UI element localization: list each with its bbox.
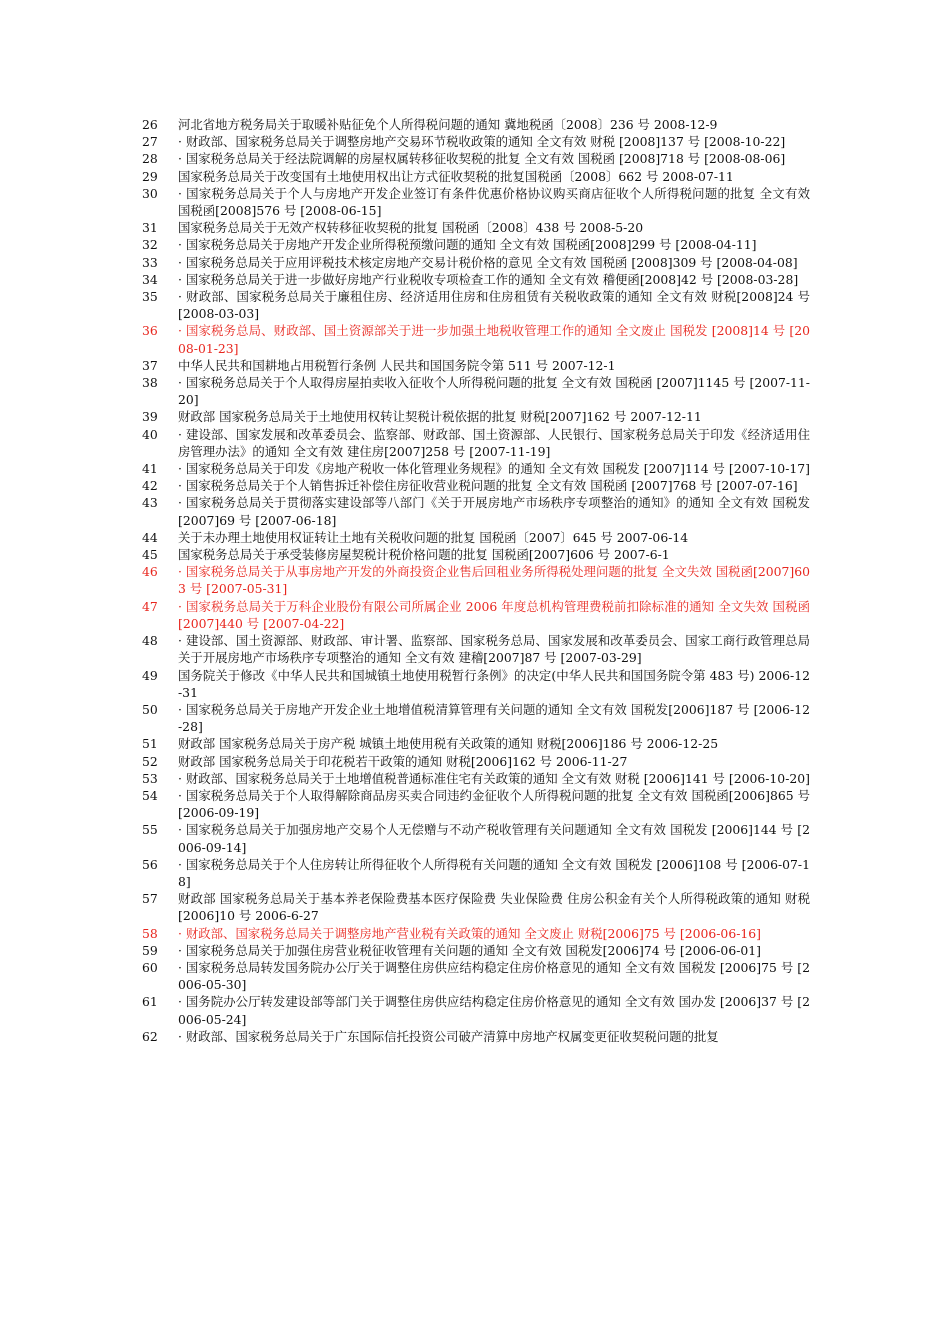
list-item xyxy=(142,374,810,408)
list-item xyxy=(142,856,810,890)
item-number: 39 xyxy=(142,409,158,425)
list-item xyxy=(142,236,810,253)
list-item xyxy=(142,426,810,460)
item-number: 53 xyxy=(142,770,158,786)
item-number: 52 xyxy=(142,753,158,769)
item-number: 43 xyxy=(142,495,158,511)
item-number: 40 xyxy=(142,426,158,442)
item-number: 49 xyxy=(142,667,158,683)
item-text: 国家税务总局关于承受装修房屋契税计税价格问题的批复 国税函[2007]606 号 2007-6-1 xyxy=(178,547,670,563)
item-number: 27 xyxy=(142,134,158,150)
item-text: 国务院关于修改《中华人民共和国城镇土地使用税暂行条例》的决定(中华人民共和国国务院令第 483 号) 2006-12-31 xyxy=(178,667,810,700)
item-number: 61 xyxy=(142,994,158,1010)
item-text: · 国家税务总局关于万科企业股份有限公司所属企业 2006 年度总机构管理费税前扣除标准的通知 全文失效 国税函[2007]440 号 [2007-04-22] xyxy=(178,598,810,631)
list-item xyxy=(142,357,810,374)
list-item xyxy=(142,753,810,770)
list-item xyxy=(142,546,810,563)
item-number: 62 xyxy=(142,1028,158,1044)
item-number: 29 xyxy=(142,168,158,184)
list-item xyxy=(142,494,810,528)
item-text: · 国家税务总局关于个人销售拆迁补偿住房征收营业税问题的批复 全文有效 国税函 [2007]768 号 [2007-07-16] xyxy=(178,478,798,494)
list-item xyxy=(142,942,810,959)
item-text: · 国家税务总局关于房地产开发企业所得税预缴问题的通知 全文有效 国税函[2008]299 号 [2008-04-11] xyxy=(178,237,757,253)
item-number: 56 xyxy=(142,856,158,872)
list-item xyxy=(142,598,810,632)
item-number: 35 xyxy=(142,289,158,305)
item-number: 55 xyxy=(142,822,158,838)
item-number: 44 xyxy=(142,529,158,545)
item-text: · 财政部、国家税务总局关于调整房地产交易环节税收政策的通知 全文有效 财税 [2008]137 号 [2008-10-22] xyxy=(178,134,786,150)
list-item xyxy=(142,168,810,185)
item-text: · 国家税务总局关于房地产开发企业土地增值税清算管理有关问题的通知 全文有效 国税发[2006]187 号 [2006-12-28] xyxy=(178,701,810,735)
item-text: · 国家税务总局关于加强住房营业税征收管理有关问题的通知 全文有效 国税发[2006]74 号 [2006-06-01] xyxy=(178,942,761,958)
item-text: 国家税务总局关于改变国有土地使用权出让方式征收契税的批复国税函〔2008〕662 号 2008-07-11 xyxy=(178,168,734,184)
list-item xyxy=(142,408,810,425)
item-number: 28 xyxy=(142,151,158,167)
item-number: 36 xyxy=(142,323,158,339)
list-item xyxy=(142,735,810,752)
item-text: · 国家税务总局转发国务院办公厅关于调整住房供应结构稳定住房价格意见的通知 全文有效 国税发 [2006]75 号 [2006-05-30] xyxy=(178,959,810,993)
list-item xyxy=(142,959,810,993)
item-text: · 财政部、国家税务总局关于广东国际信托投资公司破产清算中房地产权属变更征收契税问题的批复 xyxy=(178,1028,719,1044)
item-text: 财政部 国家税务总局关于房产税 城镇土地使用税有关政策的通知 财税[2006]186 号 2006-12-25 xyxy=(178,736,719,752)
item-number: 31 xyxy=(142,220,158,236)
item-number: 30 xyxy=(142,185,158,201)
document-page xyxy=(142,116,810,1045)
list-item xyxy=(142,116,810,133)
item-text: · 国家税务总局关于加强房地产交易个人无偿赠与不动产税收管理有关问题通知 全文有效 国税发 [2006]144 号 [2006-09-14] xyxy=(178,822,810,855)
item-number: 48 xyxy=(142,633,158,649)
item-number: 37 xyxy=(142,357,158,373)
list-item xyxy=(142,1028,810,1045)
list-item xyxy=(142,133,810,150)
item-text: · 国家税务总局关于贯彻落实建设部等八部门《关于开展房地产市场秩序专项整治的通知》的通知 全文有效 国税发[2007]69 号 [2007-06-18] xyxy=(178,495,810,528)
list-item xyxy=(142,925,810,942)
item-text: 关于未办理土地使用权证转让土地有关税收问题的批复 国税函〔2007〕645 号 2007-06-14 xyxy=(178,529,689,545)
item-text: · 建设部、国土资源部、财政部、审计署、监察部、国家税务总局、国家发展和改革委员会、国家工商行政管理总局关于开展房地产市场秩序专项整治的通知 全文有效 建稽[2007]87 号 [2007-03-29] xyxy=(178,633,810,666)
item-number: 46 xyxy=(142,564,158,580)
list-item xyxy=(142,821,810,855)
item-text: · 财政部、国家税务总局关于廉租住房、经济适用住房和住房租赁有关税收政策的通知 全文有效 财税[2008]24 号 [2008-03-03] xyxy=(178,289,810,322)
list-item xyxy=(142,477,810,494)
list-item xyxy=(142,993,810,1027)
item-number: 58 xyxy=(142,925,158,941)
item-number: 34 xyxy=(142,271,158,287)
list-item xyxy=(142,254,810,271)
item-number: 51 xyxy=(142,736,158,752)
list-item xyxy=(142,667,810,701)
list-item xyxy=(142,701,810,735)
item-number: 38 xyxy=(142,375,158,391)
item-text: · 国家税务总局关于个人与房地产开发企业签订有条件优惠价格协议购买商店征收个人所得税问题的批复 全文有效 国税函[2008]576 号 [2008-06-15] xyxy=(178,185,810,219)
item-text: · 建设部、国家发展和改革委员会、监察部、财政部、国土资源部、人民银行、国家税务总局关于印发《经济适用住房管理办法》的通知 全文有效 建住房[2007]258 号 [2007-11-19] xyxy=(178,426,810,459)
list-item xyxy=(142,529,810,546)
list-item xyxy=(142,322,810,356)
item-text: 财政部 国家税务总局关于基本养老保险费基本医疗保险费 失业保险费 住房公积金有关个人所得税政策的通知 财税[2006]10 号 2006-6-27 xyxy=(178,891,810,924)
item-text: · 国务院办公厅转发建设部等部门关于调整住房供应结构稳定住房价格意见的通知 全文有效 国办发 [2006]37 号 [2006-05-24] xyxy=(178,994,810,1027)
list-item xyxy=(142,150,810,167)
item-number: 41 xyxy=(142,461,158,477)
item-text: · 财政部、国家税务总局关于土地增值税普通标准住宅有关政策的通知 全文有效 财税 [2006]141 号 [2006-10-20] xyxy=(178,770,810,786)
item-number: 33 xyxy=(142,254,158,270)
item-number: 47 xyxy=(142,598,158,614)
item-number: 50 xyxy=(142,701,158,717)
item-number: 60 xyxy=(142,959,158,975)
list-item xyxy=(142,632,810,666)
item-number: 59 xyxy=(142,942,158,958)
item-text: 国家税务总局关于无效产权转移征收契税的批复 国税函〔2008〕438 号 2008-5-20 xyxy=(178,220,644,236)
list-item xyxy=(142,890,810,924)
item-text: · 财政部、国家税务总局关于调整房地产营业税有关政策的通知 全文废止 财税[2006]75 号 [2006-06-16] xyxy=(178,925,761,941)
list-item xyxy=(142,288,810,322)
item-text: · 国家税务总局关于印发《房地产税收一体化管理业务规程》的通知 全文有效 国税发 [2007]114 号 [2007-10-17] xyxy=(178,461,810,477)
item-number: 26 xyxy=(142,117,158,132)
item-text: · 国家税务总局关于个人取得解除商品房买卖合同违约金征收个人所得税问题的批复 全文有效 国税函[2006]865 号 [2006-09-19] xyxy=(178,787,810,821)
item-text: · 国家税务总局、财政部、国土资源部关于进一步加强土地税收管理工作的通知 全文废止 国税发 [2008]14 号 [2008-01-23] xyxy=(178,323,810,356)
item-text: · 国家税务总局关于从事房地产开发的外商投资企业售后回租业务所得税处理问题的批复 全文失效 国税函[2007]603 号 [2007-05-31] xyxy=(178,564,810,597)
list-item xyxy=(142,770,810,787)
item-number: 57 xyxy=(142,891,158,907)
list-item xyxy=(142,563,810,597)
item-text: · 国家税务总局关于应用评税技术核定房地产交易计税价格的意见 全文有效 国税函 [2008]309 号 [2008-04-08] xyxy=(178,254,798,270)
list-item xyxy=(142,460,810,477)
item-number: 32 xyxy=(142,237,158,253)
item-text: · 国家税务总局关于进一步做好房地产行业税收专项检查工作的通知 全文有效 稽便函[2008]42 号 [2008-03-28] xyxy=(178,271,799,287)
item-text: · 国家税务总局关于个人取得房屋拍卖收入征收个人所得税问题的批复 全文有效 国税函 [2007]1145 号 [2007-11-20] xyxy=(178,375,810,408)
item-number: 42 xyxy=(142,478,158,494)
item-text: 财政部 国家税务总局关于土地使用权转让契税计税依据的批复 财税[2007]162 号 2007-12-11 xyxy=(178,409,702,425)
item-text: 河北省地方税务局关于取暖补贴征免个人所得税问题的通知 冀地税函〔2008〕236 号 2008-12-9 xyxy=(178,117,718,132)
item-number: 54 xyxy=(142,787,158,803)
list-item xyxy=(142,219,810,236)
item-text: 财政部 国家税务总局关于印花税若干政策的通知 财税[2006]162 号 2006-11-27 xyxy=(178,753,628,769)
list-item xyxy=(142,185,810,219)
item-text: · 国家税务总局关于经法院调解的房屋权属转移征收契税的批复 全文有效 国税函 [2008]718 号 [2008-08-06] xyxy=(178,151,786,167)
item-text: 中华人民共和国耕地占用税暂行条例 人民共和国国务院令第 511 号 2007-12-1 xyxy=(178,357,616,373)
list-item xyxy=(142,271,810,288)
item-number: 45 xyxy=(142,547,158,563)
list-item xyxy=(142,787,810,821)
item-text: · 国家税务总局关于个人住房转让所得征收个人所得税有关问题的通知 全文有效 国税发 [2006]108 号 [2006-07-18] xyxy=(178,856,810,889)
